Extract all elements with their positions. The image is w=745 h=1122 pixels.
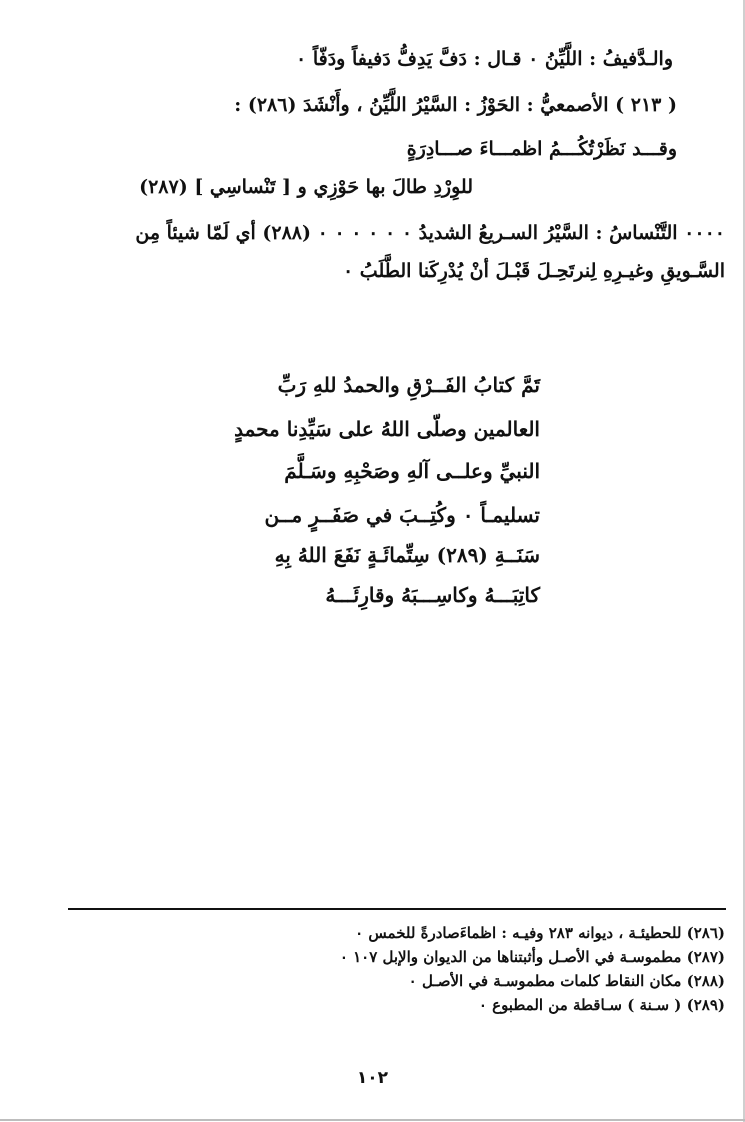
text-line-2: ( ٢١٣ ) الأصمعيُّ : الحَوْزُ : السَّيْرُ اللَّيِّنُ ، وأَنْشَدَ (٢٨٦) : — [234, 94, 677, 116]
page-number: ١٠٢ — [356, 1068, 389, 1088]
scan-edge-bottom — [0, 1119, 745, 1121]
footnote-divider — [68, 908, 726, 910]
footnote-288: (٢٨٨) مكان النقاط كلمات مطموسـة في الأصـل ٠ — [408, 972, 725, 990]
text-line-1: والـدَّفيفُ : اللَّيِّنُ ٠ قـال : دَفَّ يَدِفُّ دَفيفاً ودَفّاً ٠ — [296, 48, 673, 70]
colophon-line-5: سَنَــةِ (٢٨٩) سِتِّمائَـةٍ نَفَعَ اللهُ بِهِ — [274, 543, 540, 567]
footnote-287: (٢٨٧) مطموسـة في الأصـل وأثبتناها من الديوان والإبل ١٠٧ ٠ — [339, 948, 725, 966]
colophon-line-4: تسليمـاً ٠ وكُتِــبَ في صَفَــرٍ مــن — [264, 503, 540, 527]
footnote-286: (٢٨٦) للحطيئـة ، ديوانه ٢٨٣ وفيـه : اظماءَصادرةً للخمس ٠ — [355, 924, 725, 942]
poem-line-1: وقـــد نَظَرْتُكُـــمُ اظمـــاءَ صـــادِرَةٍ — [406, 138, 677, 160]
poem-line-2: للوِرْدِ طالَ بها حَوْزِي و [ تَنْساسِي ] (٢٨٧) — [139, 176, 473, 198]
text-line-4: السَّـويقِ وغيـرِهِ لِنرتَحِـلَ قَبْـلَ أنْ يُدْرِكَنا الطَّلَبُ ٠ — [342, 260, 725, 282]
text-line-3: ٠٠٠٠ التَّنْساسُ : السَّيْرُ السـريعُ الشديدُ ٠ ٠ ٠ ٠ ٠ ٠ (٢٨٨) أي لَمّا شيئاً مِن — [135, 222, 725, 244]
colophon-line-6: كاتِبَـــهُ وكاسِـــبَهُ وقارِئَـــهُ — [325, 583, 540, 607]
colophon-line-3: النبيِّ وعلــى آلهِ وصَحْبِهِ وسَـلَّمَ — [284, 459, 540, 483]
footnote-289: (٢٨٩) ( سـنة ) سـاقطة من المطبوع ٠ — [478, 996, 725, 1014]
colophon-line-2: العالمين وصلّى اللهُ على سَيِّدِنا محمدٍ — [234, 417, 540, 441]
colophon-line-1: تَمَّ كتابُ الفَــرْقِ والحمدُ للهِ رَبِّ — [277, 373, 540, 397]
